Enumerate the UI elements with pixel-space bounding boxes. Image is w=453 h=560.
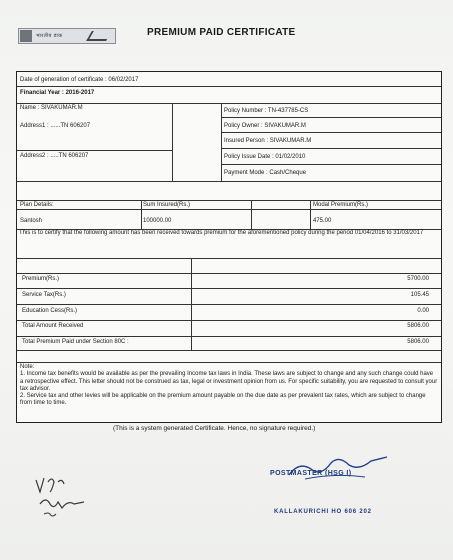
sum-insured-value: 100000.00 — [143, 218, 172, 224]
india-post-logo — [18, 28, 116, 44]
total-received-label: Total Amount Received — [22, 323, 84, 329]
logo-text: भारतीय डाक — [36, 33, 63, 39]
policy-issue-date: Policy Issue Date : 01/02/2010 — [224, 154, 306, 160]
payment-mode: Payment Mode : Cash/Cheque — [224, 170, 307, 176]
plan-header: Plan Details: — [20, 202, 54, 208]
address1-field: Address1 : ......TN 606207 — [20, 123, 91, 129]
service-tax-label: Service Tax(Rs.) — [22, 292, 66, 298]
financial-year: Financial Year : 2016-2017 — [20, 90, 95, 96]
plan-value: Santosh — [20, 218, 43, 224]
handwritten-signature — [30, 470, 100, 525]
service-tax-value: 105.45 — [410, 292, 429, 298]
total-received-value: 5806.00 — [407, 323, 429, 329]
note-2: 2. Service tax and other levies will be applicable on the premium amount payable on the due date as per prevalent tax rates, which are subject to change from time to time. — [20, 393, 426, 407]
note-title: Note: — [20, 364, 35, 370]
generation-date: Date of generation of certificate : 06/02/2017 — [20, 77, 139, 83]
post-chevron-icon — [86, 31, 112, 41]
name-field: Name : SIVAKUMAR.M — [20, 105, 83, 111]
total-80c-value: 5806.00 — [407, 339, 429, 345]
policy-owner: Policy Owner : SIVAKUMAR.M — [224, 123, 306, 129]
postmaster-stamp-title: POSTMASTER (HSG I) — [270, 470, 352, 477]
note-section — [20, 364, 438, 408]
education-cess-label: Education Cess(Rs.) — [22, 308, 78, 314]
modal-premium-value: 475.00 — [313, 218, 332, 224]
system-generated-note: (This is a system generated Certificate. Hence, no signature required.) — [113, 425, 316, 432]
total-80c-label: Total Premium Paid under Section 80C : — [22, 339, 129, 345]
modal-premium-header: Modal Premium(Rs.) — [313, 202, 369, 208]
education-cess-value: 0.00 — [417, 308, 429, 314]
policy-number: Policy Number : TN-437785-CS — [224, 108, 309, 114]
certificate-box — [16, 71, 442, 423]
emblem-icon — [20, 30, 32, 42]
insured-person: Insured Person : SIVAKUMAR.M — [224, 138, 312, 144]
address2-field: Address2 : .....TN 606207 — [20, 153, 89, 159]
premium-label: Premium(Rs.) — [22, 276, 59, 282]
page-title: PREMIUM PAID CERTIFICATE — [147, 27, 296, 38]
sum-insured-header: Sum Insured(Rs.) — [143, 202, 191, 208]
certify-text: This is to certify that the following amount has been received towards premium for the aforementioned policy during the period 01/04/2016 to 31/03/2017 — [19, 230, 424, 236]
premium-value: 5700.00 — [407, 276, 429, 282]
note-1: 1. Income tax benefits would be available as per the prevailing Income tax laws in India. These laws are subject to change and any such change could have a retrospective effect. This letter should not be construed as tax, legal or investment opinion from us. For specific suitability, you are requested to consult your tax advisor. — [20, 371, 438, 392]
postmaster-stamp-office: KALLAKURICHI HO 606 202 — [274, 509, 372, 515]
